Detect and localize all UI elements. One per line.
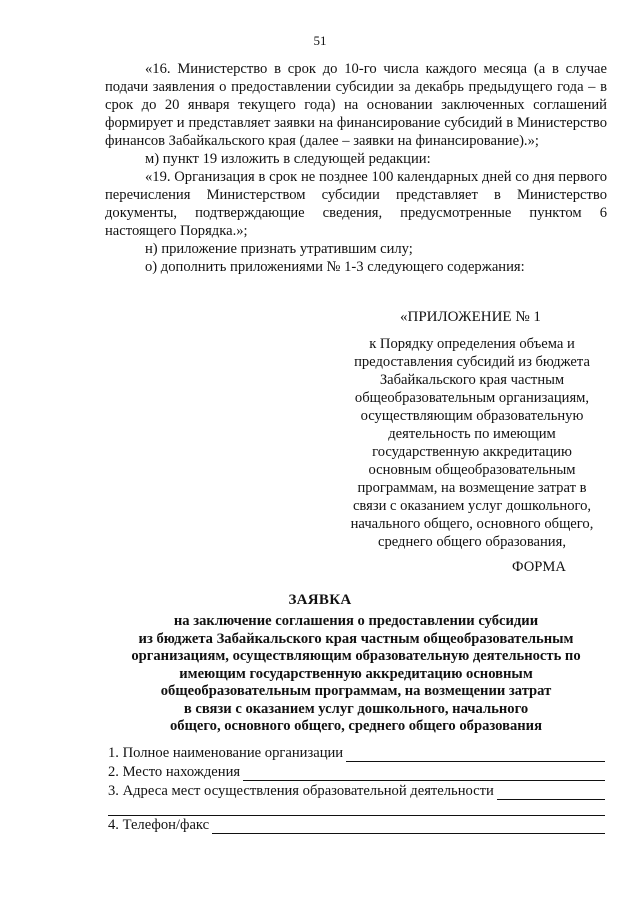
body-text — [105, 60, 607, 276]
paragraph-o: о) дополнить приложениями № 1-3 следующего содержания: — [145, 259, 525, 275]
field-activity-addresses — [108, 783, 605, 800]
request-subtitle-line: на заключение соглашения о предоставлении субсидии — [173, 613, 539, 629]
field-label: 2. Место нахождения — [108, 764, 241, 780]
request-title: ЗАЯВКА — [288, 592, 352, 608]
request-subtitle-line: общеобразовательным программам, на возмещении затрат — [160, 683, 552, 699]
fill-line — [497, 785, 605, 800]
request-subtitle — [105, 613, 607, 736]
field-label: 4. Телефон/факс — [108, 817, 210, 833]
request-subtitle-line: имеющим государственную аккредитацию основным — [179, 665, 533, 682]
request-subtitle-line: из бюджета Забайкальского края частным общеобразовательным — [138, 630, 574, 647]
form-label: ФОРМА — [512, 559, 566, 575]
appendix-subtitle-line: государственную аккредитацию — [372, 444, 572, 460]
request-subtitle-line: организациям, осуществляющим образовательную деятельность по — [131, 648, 581, 664]
appendix-subtitle-line: среднего общего образования, — [378, 534, 566, 550]
appendix-subtitle-line: осуществляющим образовательную — [360, 408, 584, 424]
fill-line — [243, 766, 605, 781]
paragraph-16: «16. Министерство в срок до 10-го числа каждого месяца (а в случае подачи заявления о предоставлении субсидии за декабрь предыдущего года – в срок до 20 января текущего года) на основании заключенных соглашений формирует и представляет заявки на финансирование субсидий в Министерство финансов Забайкальского края (далее – заявки на финансирование).»; — [105, 61, 607, 149]
paragraph-n: н) приложение признать утратившим силу; — [145, 241, 413, 257]
fill-line — [212, 819, 605, 834]
request-subtitle-line: в связи с оказанием услуг дошкольного, начального — [183, 700, 529, 717]
field-label: 1. Полное наименование организации — [108, 745, 344, 761]
paragraph-19: «19. Организация в срок не позднее 100 календарных дней со дня первого перечисления Министерством субсидии представляет в Министерство документы, подтверждающие сведения, предусмотренные пунктом 6 настоящего Порядка.»; — [105, 169, 607, 239]
appendix-subtitle — [322, 335, 622, 551]
fill-line-continuation — [108, 815, 605, 816]
appendix-subtitle-line: предоставления субсидий из бюджета — [354, 354, 590, 370]
appendix-subtitle-line: общеобразовательным организациям, — [354, 390, 590, 406]
field-label: 3. Адреса мест осуществления образовательной деятельности — [108, 783, 494, 799]
page-number: 51 — [313, 33, 327, 48]
appendix-subtitle-line: начального общего, основного общего, — [350, 516, 594, 532]
request-subtitle-line: общего, основного общего, среднего общего образования — [170, 718, 542, 734]
appendix-subtitle-line: деятельность по имеющим — [388, 426, 556, 442]
field-org-name — [108, 745, 605, 762]
fill-line — [346, 747, 605, 762]
paragraph-m: м) пункт 19 изложить в следующей редакции: — [145, 151, 431, 167]
appendix-title: «ПРИЛОЖЕНИЕ № 1 — [400, 309, 541, 325]
field-phone-fax — [108, 817, 605, 834]
appendix-subtitle-line: к Порядку определения объема и — [369, 336, 575, 352]
appendix-subtitle-line: основным общеобразовательным — [368, 462, 576, 478]
appendix-subtitle-line: Забайкальского края частным — [379, 372, 565, 388]
field-location — [108, 764, 605, 781]
appendix-subtitle-line: связи с оказанием услуг дошкольного, — [352, 498, 592, 514]
appendix-subtitle-line: программам, на возмещение затрат в — [357, 480, 587, 496]
